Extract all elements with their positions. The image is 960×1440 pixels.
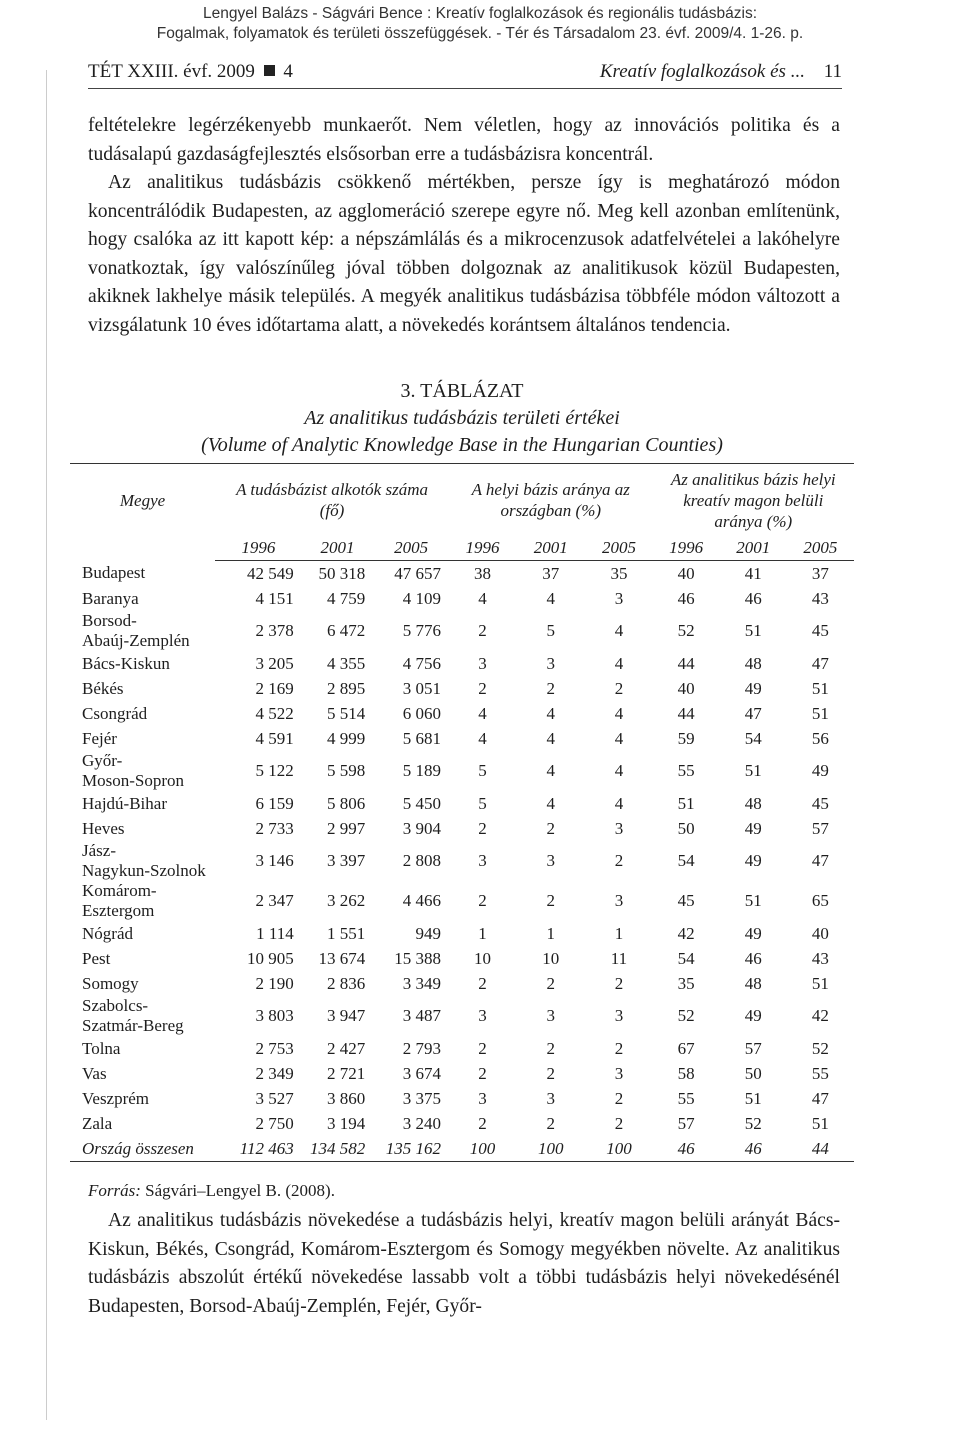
table-cell: 5 776 (402, 621, 441, 640)
year-header-cell: 1996 (449, 536, 516, 561)
table-cell: 135 162 (373, 1136, 449, 1162)
table-cell: 4 466 (402, 891, 441, 910)
table-cell: 2 347 (255, 891, 294, 910)
table-cell: 46 (653, 1136, 720, 1162)
table-cell: 49 (744, 818, 762, 838)
table-cell: 5 806 (326, 793, 366, 813)
table-cell: 51 (744, 761, 762, 780)
table-cell: 3 051 (402, 678, 441, 698)
table-cell: 2 721 (326, 1063, 366, 1083)
table-row (70, 971, 854, 996)
county-name: Jász- Nagykun-Szolnok (82, 841, 206, 880)
table-row (70, 586, 854, 611)
year-header-cell: 2001 (302, 536, 373, 561)
table-cell: 52 (744, 1113, 762, 1133)
table-cell: 11 (610, 948, 628, 968)
col-header-group-2: A helyi bázis aránya az országban (%) (449, 464, 653, 537)
intro-text (88, 112, 840, 340)
table-cell: 3 (478, 1006, 487, 1025)
year-header-cell: 2005 (585, 536, 652, 561)
running-head-right (600, 61, 842, 83)
table-row (70, 611, 854, 651)
table-cell: 47 (811, 653, 829, 673)
county-name: Komárom- Esztergom (82, 881, 157, 920)
table-cell: 46 (744, 588, 762, 608)
table-cell: 2 (478, 1063, 487, 1083)
table-cell: 3 674 (402, 1063, 441, 1083)
citation-line-2: Fogalmak, folyamatok és területi összefüggések. - Tér és Társadalom 23. évf. 2009/4. 1-26. p. (156, 25, 804, 42)
table-cell: 4 522 (255, 703, 294, 723)
table-cell: 3 803 (255, 1006, 294, 1025)
table-cell: 2 (546, 1113, 555, 1133)
county-name: Nógrád (82, 923, 133, 943)
table-cell: 65 (811, 891, 829, 910)
table-cell: 44 (677, 653, 695, 673)
table-cell: 49 (744, 923, 762, 943)
table-cell: 1 (478, 923, 487, 943)
table-cell: 43 (811, 588, 829, 608)
paragraph-analytic: Az analitikus tudásbázis csökkenő mértékben, persze így is meghatározó módon koncentrálódik Budapesten, az agglomeráció szerepe egyre nő. Meg kell azonban említenünk, hogy csalóka az itt kapott kép: a népszámlálás és a mikrocenzusok adatfelvételei a lakóhelyre vonatkoztak, így valószínűleg jóval többen dolgoznak az analitikusok közül Budapesten, akiknek lakhelye másik település. A megyék analitikus tudásbázisa többféle módon változott a vizsgálatunk 10 éves időtartama alatt, a növekedés korántsem általános tendencia. (88, 172, 840, 336)
short-title: Kreatív foglalkozások és ... (599, 61, 805, 82)
closing-text (88, 1207, 840, 1321)
table-cell: 100 (585, 1136, 652, 1162)
running-head-left (88, 61, 293, 83)
table-cell: 45 (677, 891, 695, 910)
table-cell: 44 (787, 1136, 854, 1162)
table-cell: 46 (720, 1136, 787, 1162)
table-cell: 3 240 (402, 1113, 441, 1133)
table-cell: 112 463 (215, 1136, 302, 1162)
table-row (70, 726, 854, 751)
year-header-cell: 1996 (653, 536, 720, 561)
county-name: Hajdú-Bihar (82, 793, 167, 813)
table-cell: 2 808 (402, 851, 441, 870)
page-number: 11 (823, 61, 842, 82)
table-cell: 47 (811, 851, 829, 870)
table-cell: 3 (546, 1088, 555, 1108)
issue-number: 4 (283, 61, 293, 82)
table-cell: 5 122 (255, 761, 294, 780)
table-cell: 2 (614, 1088, 624, 1108)
table-source (88, 1181, 335, 1201)
table-cell: 52 (677, 1006, 695, 1025)
table-cell: 37 (811, 563, 829, 583)
table-row (70, 1036, 854, 1061)
year-header-cell: 2001 (516, 536, 585, 561)
table-cell: 4 759 (326, 588, 366, 608)
year-header-row (70, 536, 854, 561)
county-name: Fejér (82, 728, 117, 748)
table-cell: 5 681 (402, 728, 441, 748)
table-cell: 15 388 (394, 948, 441, 968)
table-cell: 3 (614, 891, 624, 910)
table-cell: 50 318 (318, 563, 366, 583)
county-name: Bács-Kiskun (82, 653, 170, 673)
table-cell: 4 (614, 703, 624, 723)
year-header-spacer (70, 536, 215, 561)
table-cell: 51 (811, 973, 829, 993)
table-cell: 3 146 (255, 851, 294, 870)
table-cell: 4 (546, 793, 555, 813)
table-cell: 3 205 (255, 653, 294, 673)
table-cell: 41 (744, 563, 762, 583)
county-name: Csongrád (82, 703, 148, 723)
year-header-cell: 2005 (373, 536, 449, 561)
table-cell: 54 (744, 728, 762, 748)
table-cell: 2 (546, 1063, 555, 1083)
total-row (70, 1136, 854, 1162)
citation-line-1: Lengyel Balázs - Ságvári Bence : Kreatív foglalkozások és regionális tudásbázis: (203, 5, 757, 22)
table-cell: 3 (546, 1006, 555, 1025)
table-cell: 3 (614, 818, 624, 838)
table-cell: 2 (546, 973, 555, 993)
table-cell: 3 947 (326, 1006, 366, 1025)
table-cell: 6 159 (255, 793, 294, 813)
table-row (70, 1086, 854, 1111)
county-name: Budapest (82, 563, 146, 583)
table-cell: 44 (677, 703, 695, 723)
table-cell: 2 427 (326, 1038, 366, 1058)
table-cell: 1 (614, 923, 624, 943)
table-row (70, 791, 854, 816)
col-header-group-1: A tudásbázist alkotók száma (fő) (215, 464, 449, 537)
table-cell: 4 151 (255, 588, 294, 608)
table-cell: 2 733 (255, 818, 294, 838)
table-cell: 48 (744, 793, 762, 813)
table-cell: 3 (478, 653, 487, 673)
table-row (70, 816, 854, 841)
table-cell: 3 194 (326, 1113, 366, 1133)
table-cell: 40 (677, 563, 695, 583)
table-cell: 67 (677, 1038, 695, 1058)
table-cell: 47 (744, 703, 762, 723)
table-cell: 51 (677, 793, 695, 813)
table-cell: 54 (677, 948, 695, 968)
county-name: Békés (82, 678, 124, 698)
table-cell: 3 (478, 851, 487, 870)
table-cell: 949 (415, 923, 441, 943)
table-cell: 49 (744, 678, 762, 698)
paragraph-continuation: feltételekre legérzékenyebb munkaerőt. Nem véletlen, hogy az innovációs politika és a tudásalapú gazdaságfejlesztés elsősorban erre a tudásbázisra koncentrál. (88, 115, 840, 165)
col-header-megye: Megye (70, 464, 215, 537)
table-row (70, 561, 854, 587)
table-cell: 6 472 (326, 621, 366, 640)
table-row (70, 921, 854, 946)
table-row (70, 841, 854, 881)
table-heading (70, 378, 854, 459)
table-cell: 1 (546, 923, 555, 943)
table-row (70, 996, 854, 1036)
table-cell: 2 997 (326, 818, 366, 838)
table-cell: 59 (677, 728, 695, 748)
table-cell: 5 514 (326, 703, 366, 723)
table-row (70, 751, 854, 791)
table-cell: 3 527 (255, 1088, 294, 1108)
table-cell: 2 (478, 1113, 487, 1133)
table-cell: 2 (546, 891, 555, 910)
table-cell: 2 190 (255, 973, 294, 993)
paragraph-closing: Az analitikus tudásbázis növekedése a tudásbázis helyi, kreatív magon belüli arányát Bács-Kiskun, Békés, Csongrád, Komárom-Esztergom és Somogy megyékben növelte. Az analitikus tudásbázis abszolút értékű növekedése lassabb volt a többi tudásbázis helyi növekedésénél Budapesten, Borsod-Abaúj-Zemplén, Fejér, Győr- (88, 1210, 840, 1317)
table-cell: 3 (614, 1063, 624, 1083)
table-cell: 4 (614, 621, 624, 640)
table-cell: 51 (811, 1113, 829, 1133)
table-cell: 4 355 (326, 653, 366, 673)
table-cell: 35 (610, 563, 628, 583)
table-cell: 4 (546, 588, 555, 608)
table-cell: 40 (677, 678, 695, 698)
table-cell: 5 598 (326, 761, 366, 780)
table-cell: 42 (811, 1006, 829, 1025)
table-cell: 5 450 (402, 793, 441, 813)
table-cell: 3 (546, 653, 555, 673)
table-cell: 55 (811, 1063, 829, 1083)
table-cell: 51 (744, 891, 762, 910)
county-name: Zala (82, 1113, 113, 1133)
table-cell: 48 (744, 653, 762, 673)
county-name: Baranya (82, 588, 139, 608)
county-name: Vas (82, 1063, 107, 1083)
data-table (70, 463, 854, 1162)
table-cell: 3 860 (326, 1088, 366, 1108)
table-cell: 2 169 (255, 678, 294, 698)
table-cell: 2 (478, 891, 487, 910)
table-cell: 49 (744, 851, 762, 870)
table-cell: 4 (546, 728, 555, 748)
table-cell: 100 (449, 1136, 516, 1162)
table-cell: 3 262 (326, 891, 366, 910)
table-cell: 4 (478, 728, 487, 748)
table-cell: 4 (546, 761, 555, 780)
table-cell: 2 (614, 973, 624, 993)
table-cell: 2 (478, 621, 487, 640)
table-cell: 45 (811, 793, 829, 813)
table-cell: 3 375 (402, 1088, 441, 1108)
table-row (70, 1111, 854, 1136)
table-cell: 50 (744, 1063, 762, 1083)
square-bullet-icon (264, 65, 275, 76)
table-cell: 4 (546, 703, 555, 723)
table-cell: 38 (474, 563, 492, 583)
county-name: Heves (82, 818, 125, 838)
table-cell: 2 (478, 973, 487, 993)
year-header-cell: 2005 (787, 536, 854, 561)
table-cell: 49 (811, 761, 829, 780)
table-cell: 10 905 (246, 948, 294, 968)
margin-rule (46, 70, 47, 1420)
table-cell: 57 (811, 818, 829, 838)
table-cell: 3 487 (402, 1006, 441, 1025)
table-row (70, 676, 854, 701)
table-row (70, 881, 854, 921)
table-cell: 4 (614, 793, 624, 813)
table-cell: 3 (614, 1006, 624, 1025)
table-cell: 58 (677, 1063, 695, 1083)
table-cell: 2 (546, 1038, 555, 1058)
table-cell: 2 (614, 1113, 624, 1133)
county-name: Szabolcs- Szatmár-Bereg (82, 996, 184, 1035)
table-cell: 6 060 (402, 703, 441, 723)
county-name: Pest (82, 948, 111, 968)
county-name: Borsod- Abaúj-Zemplén (82, 611, 190, 650)
table-header-row (70, 464, 854, 537)
table-cell: 40 (811, 923, 829, 943)
year-header-cell: 2001 (720, 536, 787, 561)
table-cell: 48 (744, 973, 762, 993)
table-cell: 2 (546, 678, 555, 698)
table-cell: 3 349 (402, 973, 441, 993)
table-cell: 52 (677, 621, 695, 640)
table-cell: 2 895 (326, 678, 366, 698)
table-cell: 3 397 (326, 851, 366, 870)
table-cell: 2 750 (255, 1113, 294, 1133)
table-cell: 51 (744, 1088, 762, 1108)
table-cell: 46 (677, 588, 695, 608)
table-cell: 2 (478, 678, 487, 698)
table-cell: 2 (478, 818, 487, 838)
table-cell: 57 (744, 1038, 762, 1058)
table-cell: 4 (614, 728, 624, 748)
table-cell: 4 109 (402, 588, 441, 608)
table-cell: 46 (744, 948, 762, 968)
table-cell: 13 674 (318, 948, 366, 968)
table-cell: 3 (614, 588, 624, 608)
table-row (70, 701, 854, 726)
table-cell: 49 (744, 1006, 762, 1025)
table-row (70, 651, 854, 676)
county-name: Tolna (82, 1038, 121, 1058)
county-name: Győr- Moson-Sopron (82, 751, 185, 790)
table-cell: 5 189 (402, 761, 441, 780)
table-cell: 2 753 (255, 1038, 294, 1058)
table-cell: 47 657 (394, 563, 441, 583)
table-cell: 2 836 (326, 973, 366, 993)
county-name: Veszprém (82, 1088, 150, 1108)
year-header-cell: 1996 (215, 536, 302, 561)
table-cell: 4 (614, 761, 624, 780)
table-cell: 55 (677, 761, 695, 780)
table-cell: 3 904 (402, 818, 441, 838)
table-cell: 10 (542, 948, 560, 968)
table-cell: 4 (478, 703, 487, 723)
table-cell: 54 (677, 851, 695, 870)
table-cell: 1 551 (326, 923, 366, 943)
county-name: Somogy (82, 973, 139, 993)
col-header-group-3: Az analitikus bázis helyi kreatív magon belüli aránya (%) (653, 464, 854, 537)
table-cell: 2 349 (255, 1063, 294, 1083)
table-cell: 2 (546, 818, 555, 838)
table-cell: 5 (478, 761, 487, 780)
table-cell: 51 (811, 678, 829, 698)
table-cell: 4 999 (326, 728, 366, 748)
table-cell: 45 (811, 621, 829, 640)
table-cell: 52 (811, 1038, 829, 1058)
table-cell: 100 (516, 1136, 585, 1162)
table-cell: 2 (614, 851, 624, 870)
table-cell: 57 (677, 1113, 695, 1133)
county-name: Ország összesen (70, 1136, 215, 1162)
table-row (70, 1061, 854, 1086)
running-head (88, 58, 842, 89)
table-cell: 51 (744, 621, 762, 640)
table-cell: 3 (546, 851, 555, 870)
table-cell: 37 (542, 563, 560, 583)
table-cell: 5 (546, 621, 555, 640)
table-title-en: (Volume of Analytic Knowledge Base in the Hungarian Counties) (201, 434, 723, 456)
table-cell: 4 (478, 588, 487, 608)
citation-header (0, 4, 960, 44)
table-cell: 35 (677, 973, 695, 993)
table-cell: 3 (478, 1088, 487, 1108)
table-cell: 4 756 (402, 653, 441, 673)
table-cell: 2 (478, 1038, 487, 1058)
table-cell: 2 (614, 1038, 624, 1058)
table-cell: 43 (811, 948, 829, 968)
table-cell: 56 (811, 728, 829, 748)
table-row (70, 946, 854, 971)
table-cell: 42 (677, 923, 695, 943)
table-cell: 2 378 (255, 621, 294, 640)
journal-label: TÉT XXIII. évf. 2009 (88, 61, 255, 82)
table-cell: 55 (677, 1088, 695, 1108)
table-cell: 2 793 (402, 1038, 441, 1058)
table-cell: 47 (811, 1088, 829, 1108)
table-title-hu: Az analitikus tudásbázis területi értékei (304, 407, 620, 429)
table-cell: 134 582 (302, 1136, 373, 1162)
table-cell: 51 (811, 703, 829, 723)
table-cell: 2 (614, 678, 624, 698)
table-cell: 42 549 (246, 563, 294, 583)
table-cell: 4 (614, 653, 624, 673)
table-cell: 50 (677, 818, 695, 838)
source-text: Ságvári–Lengyel B. (2008). (145, 1181, 335, 1200)
source-label: Forrás: (88, 1181, 141, 1200)
table-cell: 5 (478, 793, 487, 813)
table-cell: 1 114 (256, 923, 294, 943)
table-cell: 10 (474, 948, 492, 968)
table-number: 3. TÁBLÁZAT (400, 380, 524, 402)
table-cell: 4 591 (255, 728, 294, 748)
